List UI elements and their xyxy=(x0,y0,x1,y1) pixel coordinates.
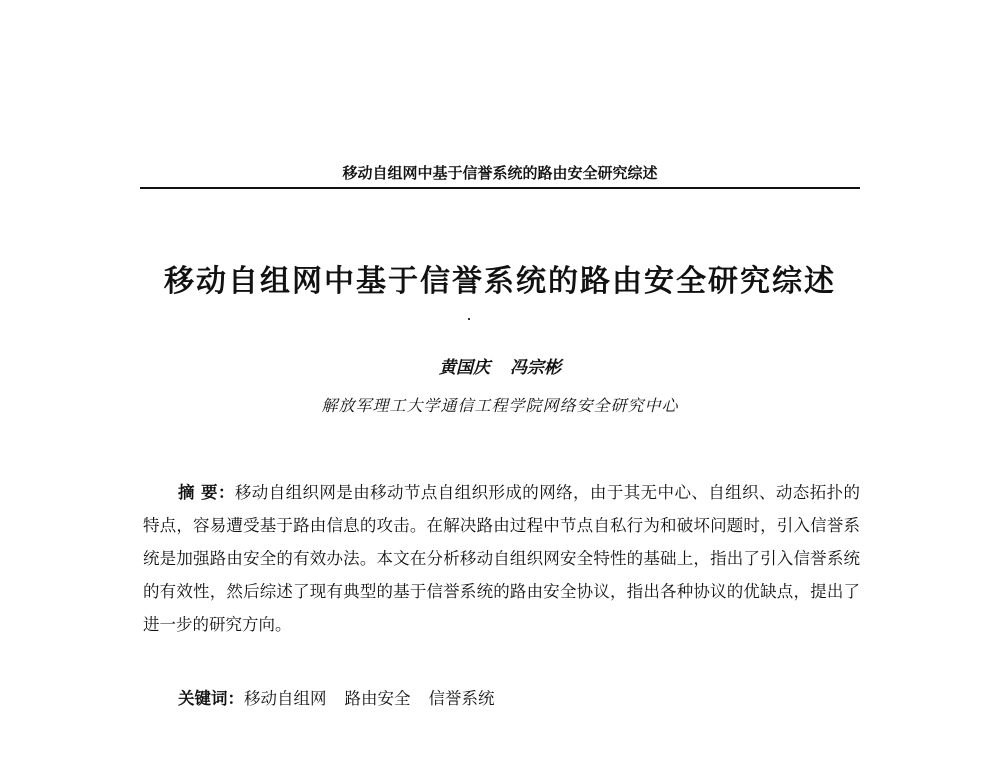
author-name: 黄国庆 xyxy=(439,358,491,378)
affiliation: 解放军理工大学通信工程学院网络安全研究中心 xyxy=(321,396,679,415)
keyword: 路由安全 xyxy=(344,689,411,708)
header-rule xyxy=(140,187,860,189)
keywords xyxy=(178,684,858,714)
author-name: 冯宗彬 xyxy=(509,358,561,378)
paper-title: 移动自组网中基于信誉系统的路由安全研究综述 xyxy=(164,264,836,299)
abstract-text: 移动自组织网是由移动节点自组织形成的网络，由于其无中心、自组织、动态拓扑的特点，容易遭受基于路由信息的攻击。在解决路由过程中节点自私行为和破坏问题时，引入信誉系统是加强路由安全的有效办法。本文在分析移动自组织网安全特性的基础上，指出了引入信誉系统的有效性，然后综述了现有典型的基于信誉系统的路由安全协议，指出各种协议的优缺点，提出了进一步的研究方向。 xyxy=(143,483,860,634)
abstract-label: 摘 要： xyxy=(178,483,235,502)
keyword: 移动自组网 xyxy=(244,689,327,708)
abstract xyxy=(143,476,860,641)
authors xyxy=(300,356,700,380)
print-speck xyxy=(468,318,470,320)
keyword: 信誉系统 xyxy=(428,689,495,708)
running-header: 移动自组网中基于信誉系统的路由安全研究综述 xyxy=(342,164,658,182)
keywords-label: 关键词： xyxy=(178,689,244,708)
